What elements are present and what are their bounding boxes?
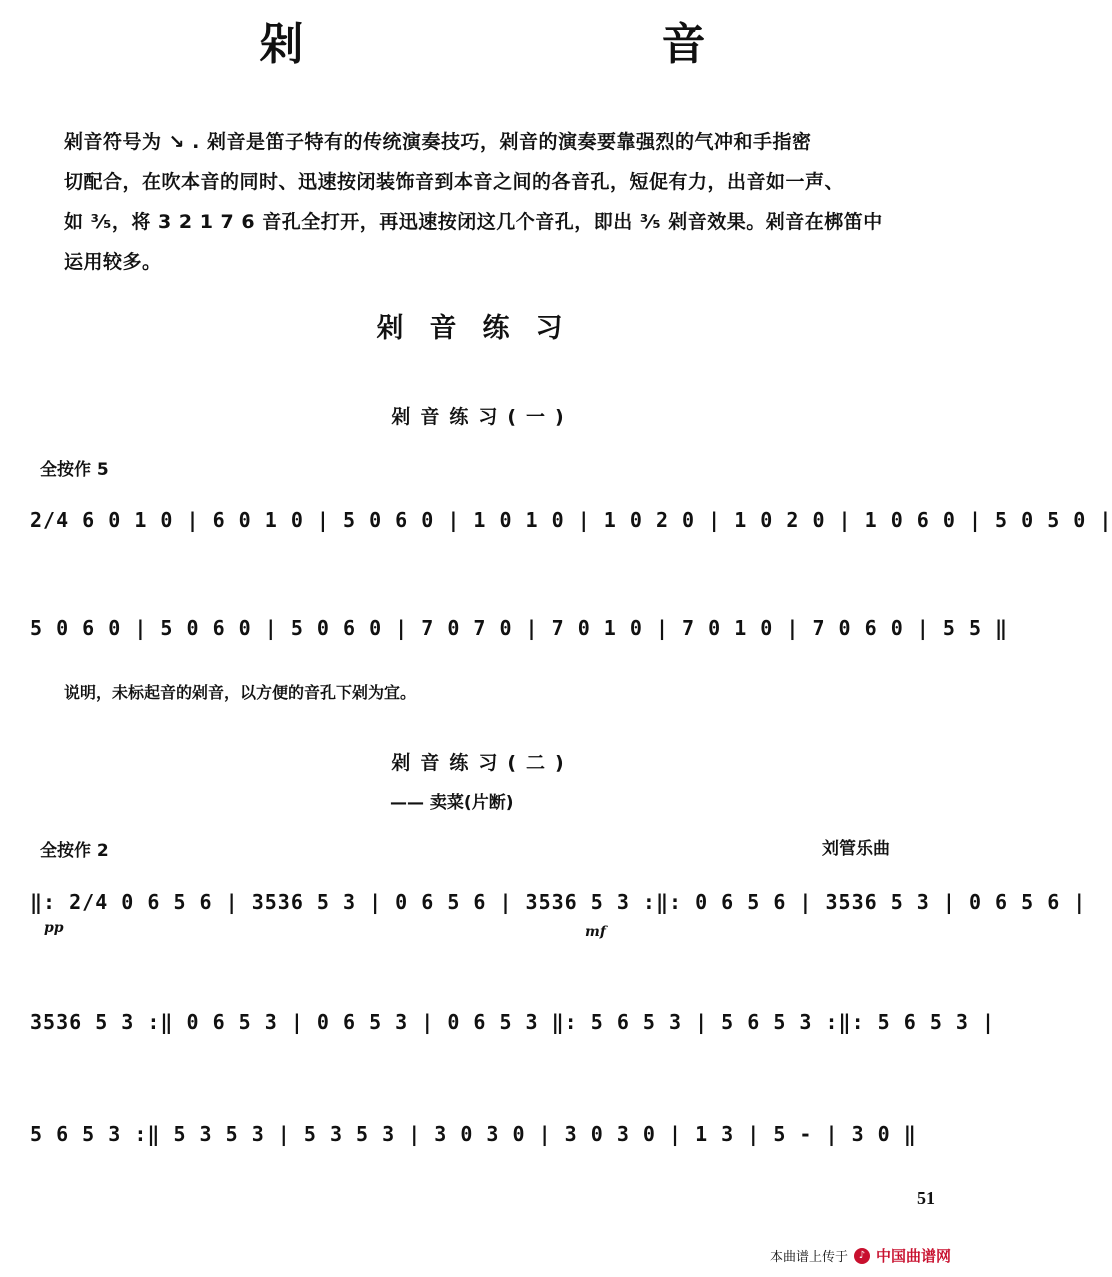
exercise-2-staff-row-3: 5 6 5 3 :‖ 5 3 5 3 | 5 3 5 3 | 3 0 3 0 | 3 0 3 0 | 1 3 | 5 - | 3 0 ‖ — [30, 1122, 917, 1146]
exercise-1-staff-row-1: 2/4 6 0 1 0 | 6 0 1 0 | 5 0 6 0 | 1 0 1 0 | 1 0 2 0 | 1 0 2 0 | 1 0 6 0 | 5 0 5 0 | — [30, 508, 1112, 532]
exercise-2-key: 全按作 2 — [40, 841, 109, 861]
intro-line-1: 剁音符号为 ↘ . 剁音是笛子特有的传统演奏技巧，剁音的演奏要靠强烈的气冲和手指密 — [64, 131, 812, 153]
intro-paragraph — [64, 122, 944, 282]
exercise-1-title: 剁音练习(一) — [391, 406, 574, 428]
exercise-2-title: 剁音练习(二) — [391, 752, 574, 774]
dynamic-pp: pp — [44, 920, 64, 936]
dynamic-mf: mf — [585, 924, 606, 940]
site-logo-text: 中国曲谱网 — [875, 1247, 951, 1265]
page-number: 51 — [917, 1188, 935, 1208]
intro-line-4: 运用较多。 — [64, 251, 162, 273]
intro-line-3: 如 ³⁄₅，将 3 2 1 7 6 音孔全打开，再迅速按闭这几个音孔，即出 ³⁄₅ 剁音效果。剁音在梆笛中 — [64, 211, 883, 233]
footer-watermark — [770, 1245, 951, 1266]
exercise-2-staff-row-1: ‖: 2/4 0 6 5 6 | 3536 5 3 | 0 6 5 6 | 3536 5 3 :‖: 0 6 5 6 | 3536 5 3 | 0 6 5 6 | — [30, 890, 1087, 914]
footer-text: 本曲谱上传于 — [769, 1250, 848, 1265]
exercise-1-note: 说明，未标起音的剁音，以方便的音孔下剁为宜。 — [64, 683, 417, 702]
site-logo-icon: ♪ — [854, 1248, 870, 1264]
page-title: 剁 音 — [259, 19, 796, 70]
exercise-1-staff-row-2: 5 0 6 0 | 5 0 6 0 | 5 0 6 0 | 7 0 7 0 | 7 0 1 0 | 7 0 1 0 | 7 0 6 0 | 5 5 ‖ — [30, 616, 1009, 640]
exercise-2-staff-row-2: 3536 5 3 :‖ 0 6 5 3 | 0 6 5 3 | 0 6 5 3 ‖: 5 6 5 3 | 5 6 5 3 :‖: 5 6 5 3 | — [30, 1010, 996, 1034]
intro-line-2: 切配合，在吹本音的同时、迅速按闭装饰音到本音之间的各音孔，短促有力，出音如一声、 — [64, 171, 845, 193]
section-title: 剁音练习 — [376, 313, 589, 344]
exercise-2-subtitle: —— 卖菜(片断) — [390, 793, 514, 813]
exercise-2-composer: 刘管乐曲 — [822, 839, 890, 859]
exercise-1-key: 全按作 5 — [40, 460, 109, 480]
